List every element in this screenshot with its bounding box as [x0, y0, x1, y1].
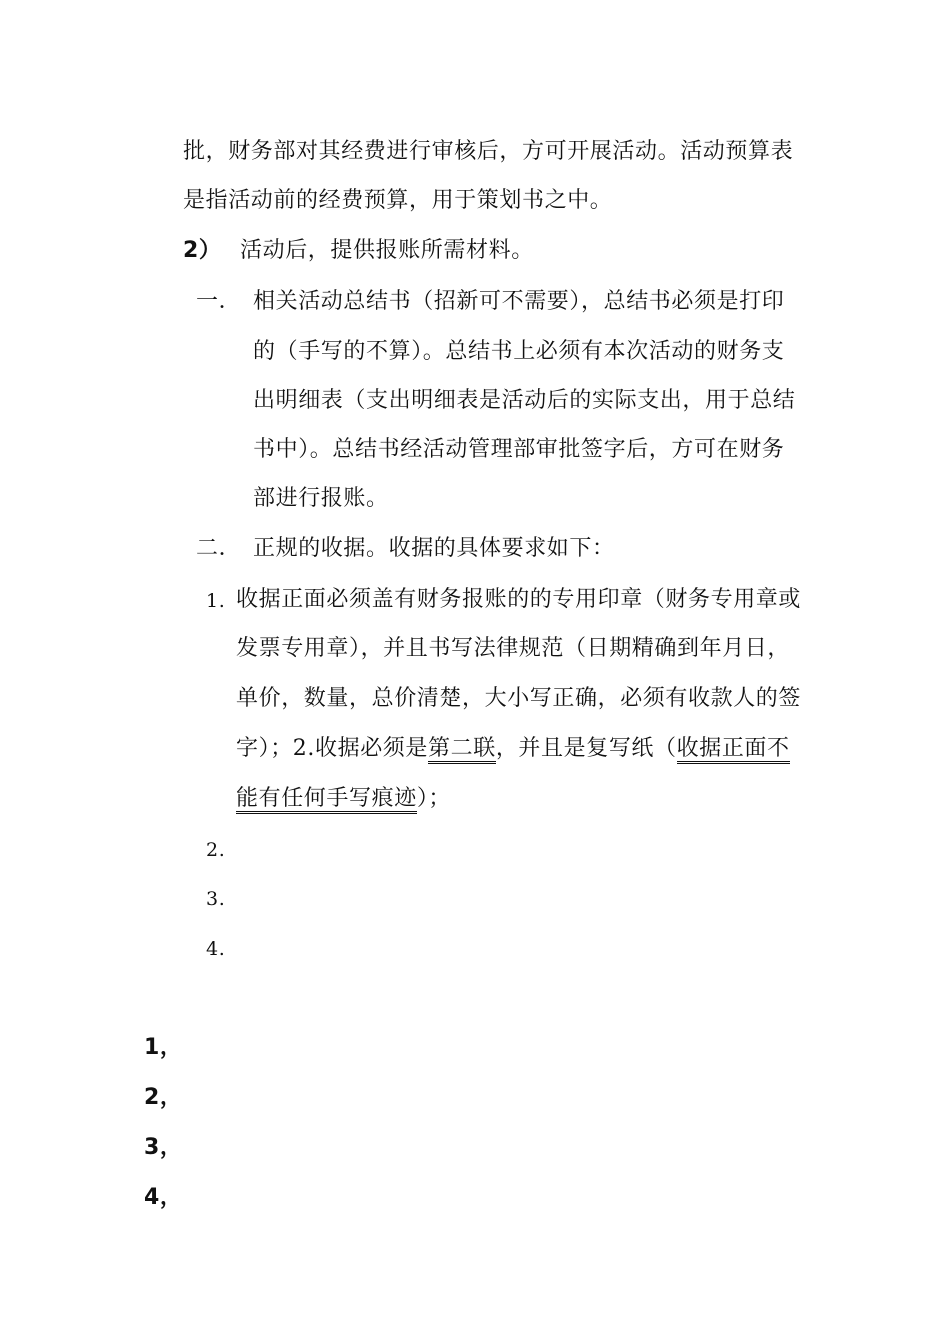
numbered-marker: 4. — [206, 938, 226, 960]
bottom-list-item: 2， — [144, 1085, 183, 1110]
rule-text: 收据正面必须盖有财务报账的的专用印章（财务专用章或 — [236, 587, 802, 612]
underlined-text: 收据正面不 — [677, 736, 790, 764]
list-marker: 一． — [196, 289, 242, 314]
rule-text-segment: ，并且是复写纸（ — [495, 736, 677, 761]
bottom-list-item: 3， — [144, 1135, 183, 1160]
rule-text-segment: 字）；2.收据必须是 — [236, 736, 428, 761]
list-marker: 二． — [196, 536, 242, 561]
paragraph-line: 是指活动前的经费预算，用于策划书之中。 — [183, 188, 613, 213]
list-item-text: 书中）。总结书经活动管理部审批签字后，方可在财务 — [253, 437, 785, 462]
list-item-text: 部进行报账。 — [253, 486, 389, 511]
list-item-text: 正规的收据。收据的具体要求如下： — [253, 536, 615, 561]
rule-text: 发票专用章），并且书写法律规范（日期精确到年月日， — [236, 636, 791, 661]
numbered-marker: 1. — [206, 590, 226, 612]
list-item-text: 出明细表（支出明细表是活动后的实际支出，用于总结 — [253, 388, 796, 413]
rule-text — [236, 784, 451, 814]
list-item-text: 相关活动总结书（招新可不需要），总结书必须是打印 — [253, 289, 785, 314]
underlined-text: 第二联 — [428, 736, 496, 764]
numbered-marker: 2. — [206, 839, 226, 861]
list-item-text: 的（手写的不算）。总结书上必须有本次活动的财务支 — [253, 339, 785, 364]
bottom-list-item: 1， — [144, 1035, 183, 1060]
rule-text: 单价，数量，总价清楚，大小写正确，必须有收款人的签 — [236, 686, 802, 711]
rule-text — [236, 734, 790, 764]
paragraph-line: 批，财务部对其经费进行审核后，方可开展活动。活动预算表 — [183, 139, 794, 164]
underlined-text: 能有任何手写痕迹 — [236, 786, 417, 814]
section-heading: 活动后，提供报账所需材料。 — [240, 238, 534, 263]
numbered-marker: 3. — [206, 888, 226, 910]
rule-text-segment: ）； — [416, 786, 452, 811]
bottom-list-item: 4， — [144, 1185, 183, 1210]
section-marker: 2） — [183, 238, 222, 263]
